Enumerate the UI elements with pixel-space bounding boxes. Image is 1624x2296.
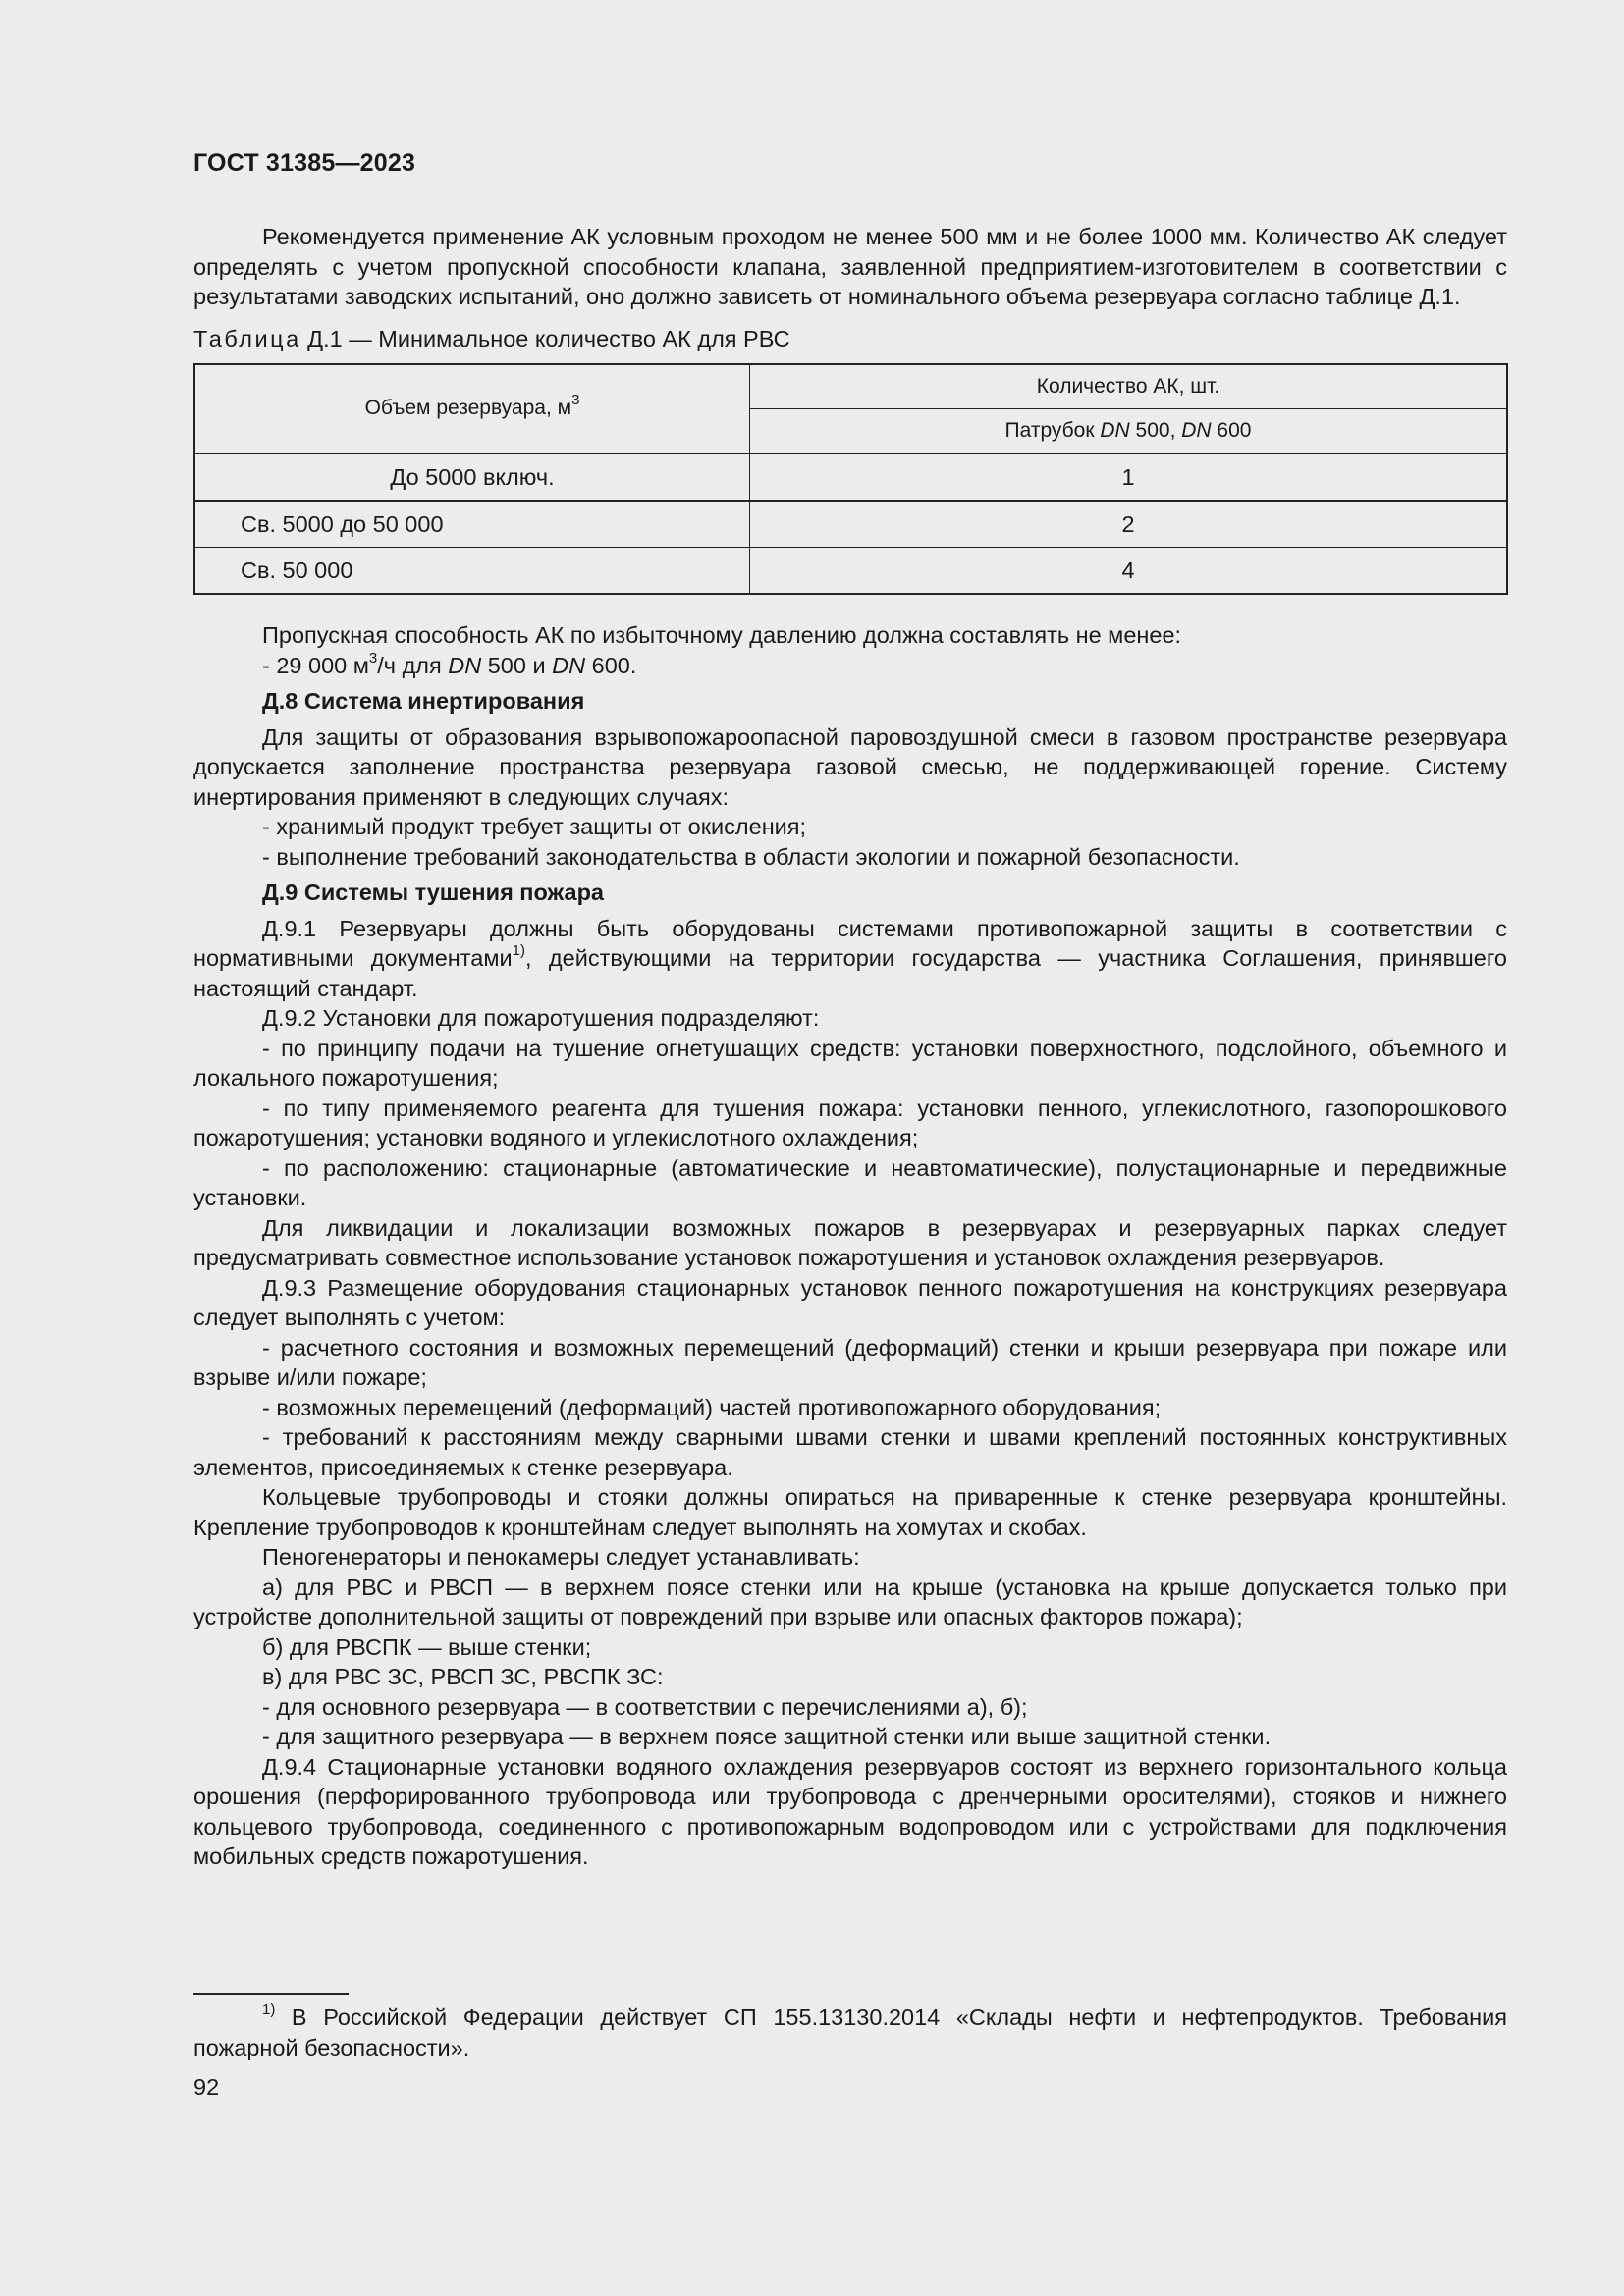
list-item: - по расположению: стационарные (автоматические и неавтоматические), полустационарные и передвижные установки. xyxy=(193,1154,1507,1210)
foam-generators-paragraph: Пеногенераторы и пенокамеры следует устанавливать: xyxy=(262,1544,860,1570)
capacity-intro: Пропускная способность АК по избыточному давлению должна составлять не менее: xyxy=(262,622,1182,648)
pipe-dn-2: DN xyxy=(1181,418,1212,442)
list-item: - для защитного резервуара — в верхнем поясе защитной стенки или выше защитной стенки. xyxy=(262,1724,1272,1749)
table-header-volume-label: Объем резервуара, м xyxy=(364,397,572,420)
table-cell-volume: До 5000 включ. xyxy=(194,454,750,501)
pipe-mid: 500, xyxy=(1129,418,1182,442)
list-item: - хранимый продукт требует защиты от окисления; xyxy=(262,814,807,839)
capacity-item-sup: 3 xyxy=(368,649,378,667)
capacity-item xyxy=(193,651,1507,681)
table-header-volume xyxy=(194,364,750,454)
list-item: - возможных перемещений (деформаций) частей противопожарного оборудования; xyxy=(262,1394,1162,1420)
list-item: - требований к расстояниям между сварными швами стенки и швами креплений постоянных конструктивных элементов, присоединяемых к стенке резервуара. xyxy=(193,1424,1507,1480)
d94-paragraph: Д.9.4 Стационарные установки водяного охлаждения резервуаров состоят из верхнего горизонтального кольца орошения (перфорированного трубопровода или трубопровода с дренчерными оросителями), стояков и нижнего кольцевого трубопровода, соединенного с противопожарным водопроводом или с устройствами для подключения мобильных средств пожаротушения. xyxy=(193,1753,1507,1869)
footnote xyxy=(193,2002,1507,2063)
table-header-volume-sup: 3 xyxy=(571,392,580,409)
ak-table xyxy=(193,363,1508,595)
table-caption xyxy=(193,324,1507,354)
list-item: - для основного резервуара — в соответствии с перечислениями а), б); xyxy=(262,1693,1028,1720)
footnote-ref: 1) xyxy=(512,942,525,960)
d91-text-b: , действующими на территории государства — участника Соглашения, принявшего настоящий стандарт. xyxy=(193,945,1507,1001)
capacity-dn-1: DN xyxy=(448,652,482,678)
footnote-mark: 1) xyxy=(262,2002,276,2019)
page-number: 92 xyxy=(193,2074,220,2100)
section-heading-d9: Д.9 Системы тушения пожара xyxy=(262,880,604,905)
table-cell-count: 4 xyxy=(750,548,1508,595)
table-row xyxy=(194,501,1507,548)
pipe-suffix: 600 xyxy=(1211,418,1252,442)
list-item: - выполнение требований законодательства в области экологии и пожарной безопасности. xyxy=(262,843,1240,870)
table-cell-count: 1 xyxy=(750,454,1508,501)
list-item: в) для РВС ЗС, РВСП ЗС, РВСПК ЗС: xyxy=(262,1664,664,1689)
d92-paragraph: Д.9.2 Установки для пожаротушения подразделяют: xyxy=(262,1005,820,1031)
intro-paragraph: Рекомендуется применение АК условным проходом не менее 500 мм и не более 1000 мм. Количество АК следует определять с учетом пропускной способности клапана, заявленной предприятием-изготовителем в соответствии с результатами заводских испытаний, оно должно зависеть от номинального объема резервуара согласно таблице Д.1. xyxy=(193,224,1507,309)
list-item: - расчетного состояния и возможных перемещений (деформаций) стенки и крыши резервуара при пожаре или взрыве и/или пожаре; xyxy=(193,1334,1507,1390)
d93-paragraph: Д.9.3 Размещение оборудования стационарных установок пенного пожаротушения на конструкциях резервуара следует выполнять с учетом: xyxy=(193,1274,1507,1330)
document-header: ГОСТ 31385—2023 xyxy=(193,149,416,177)
pipe-prefix: Патрубок xyxy=(1004,418,1101,442)
capacity-item-a: - 29 000 м xyxy=(262,652,369,678)
d91-text-a: Д.9.1 Резервуары должны быть оборудованы системами противопожарной защиты в соответствии с нормативными документами xyxy=(193,915,1507,971)
list-item: - по типу применяемого реагента для тушения пожара: установки пенного, углекислотного, газопорошкового пожаротушения; установки водяного и углекислотного охлаждения; xyxy=(193,1095,1507,1150)
capacity-item-d: 600. xyxy=(585,652,637,678)
list-item: б) для РВСПК — выше стенки; xyxy=(262,1633,592,1660)
main-content xyxy=(193,222,1507,1872)
table-cell-count: 2 xyxy=(750,501,1508,548)
table-cell-volume: Св. 50 000 xyxy=(194,548,750,595)
d91-paragraph xyxy=(193,914,1507,1004)
list-item: а) для РВС и РВСП — в верхнем поясе стенки или на крыше (установка на крыше допускается только при устройстве дополнительной защиты от повреждений при взрыве или опасных факторов пожара); xyxy=(193,1574,1507,1629)
table-cell-volume: Св. 5000 до 50 000 xyxy=(194,501,750,548)
d8-paragraph: Для защиты от образования взрывопожароопасной паровоздушной смеси в газовом пространстве резервуара допускается заполнение пространства резервуара газовой смесью, не поддерживающей горение. Систему инертирования применяют в следующих случаях: xyxy=(193,723,1507,810)
ring-pipes-paragraph: Кольцевые трубопроводы и стояки должны опираться на приваренные к стенке резервуара кронштейны. Крепление трубопроводов к кронштейнам следует выполнять на хомутах и скобах. xyxy=(193,1484,1507,1540)
capacity-dn-2: DN xyxy=(552,652,586,678)
table-row xyxy=(194,548,1507,595)
pipe-dn-1: DN xyxy=(1100,418,1130,442)
table-caption-prefix: Таблица xyxy=(193,325,301,351)
footnote-text: В Российской Федерации действует СП 155.13130.2014 «Склады нефти и нефтепродуктов. Требования пожарной безопасности». xyxy=(193,2004,1507,2060)
capacity-item-b: /ч для xyxy=(377,652,449,678)
table-header-count: Количество АК, шт. xyxy=(750,364,1508,409)
capacity-item-c: 500 и xyxy=(481,652,553,678)
table-header-pipe xyxy=(750,409,1508,454)
footnote-divider xyxy=(193,1993,349,1995)
table-row xyxy=(194,454,1507,501)
list-item: - по принципу подачи на тушение огнетушащих средств: установки поверхностного, подслойного, объемного и локального пожаротушения; xyxy=(193,1035,1507,1091)
table-caption-text: Д.1 — Минимальное количество АК для РВС xyxy=(300,325,790,351)
d92-after-paragraph: Для ликвидации и локализации возможных пожаров в резервуарах и резервуарных парках следует предусматривать совместное использование установок пожаротушения и установок охлаждения резервуаров. xyxy=(193,1214,1507,1270)
section-heading-d8: Д.8 Система инертирования xyxy=(262,688,585,714)
